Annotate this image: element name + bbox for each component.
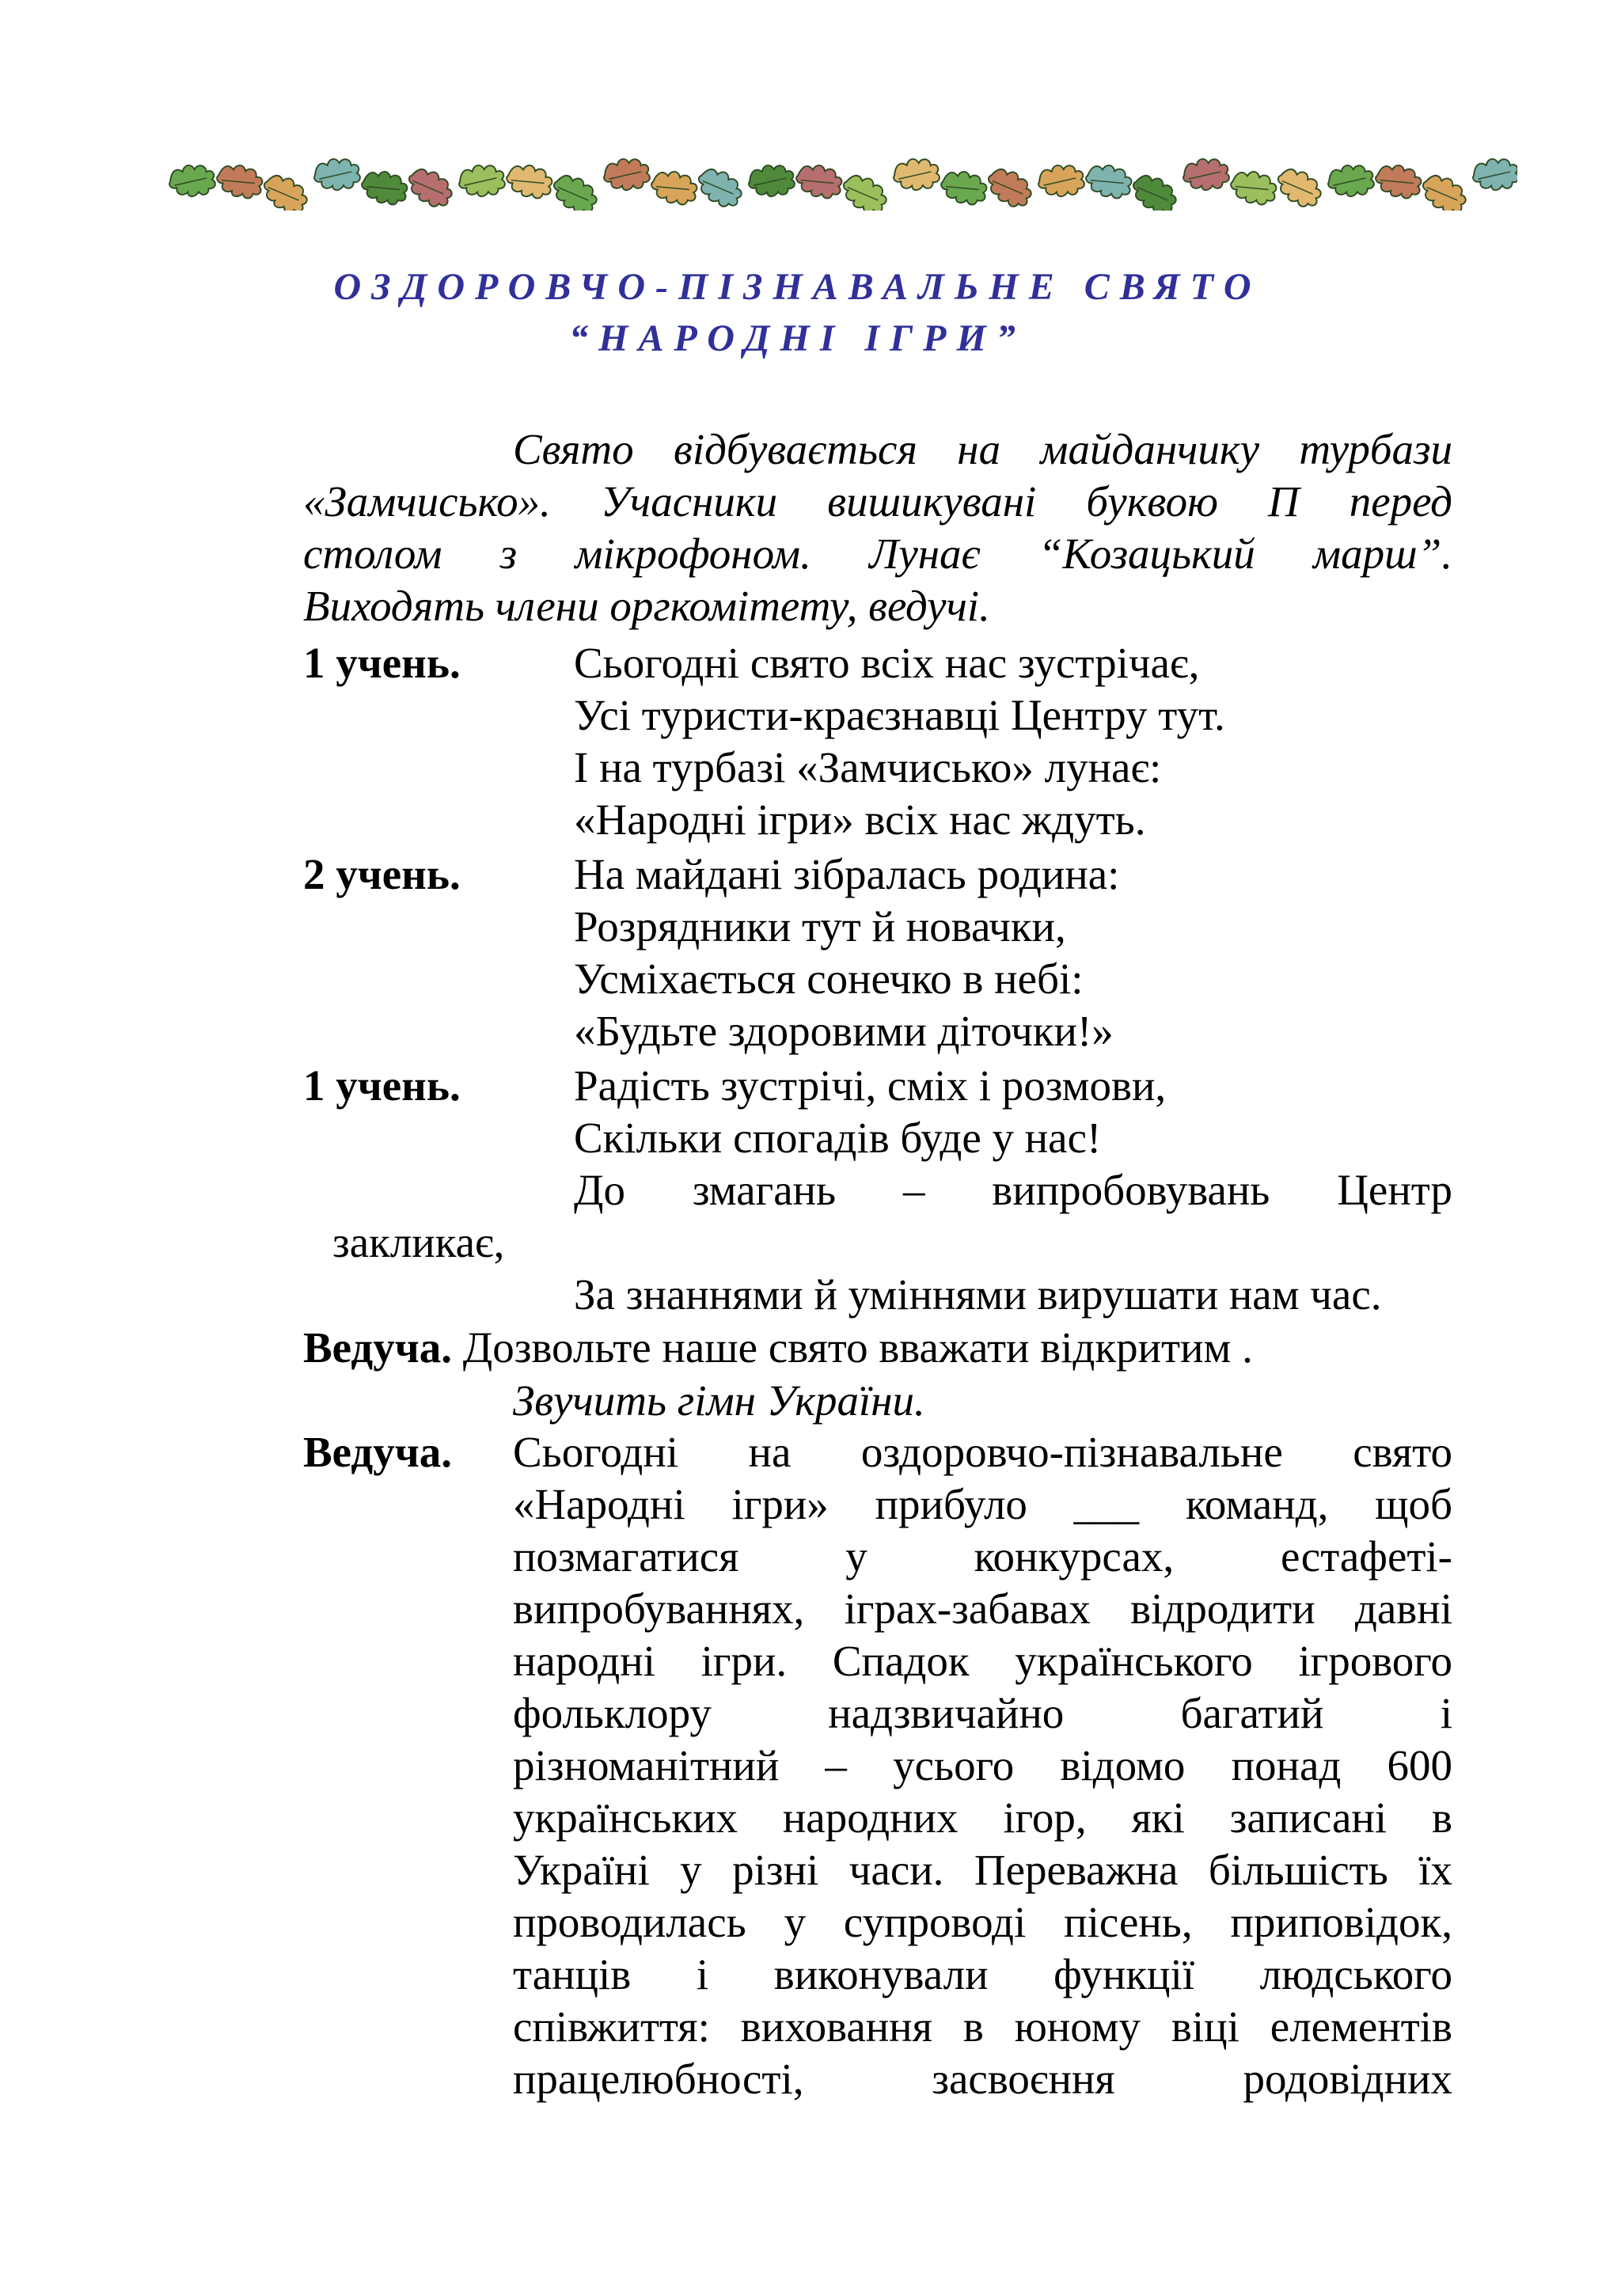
- document-title-line1: ОЗДОРОВЧО-ПІЗНАВАЛЬНЕ СВЯТО: [333, 266, 1262, 308]
- host-speech-line: народні ігри. Спадок українського ігрового: [513, 1637, 1452, 1685]
- verse-line: Скільки спогадів буде у нас!: [574, 1114, 1102, 1162]
- speaker-label: 1 учень.: [303, 639, 461, 687]
- verse-line: І на турбазі «Замчисько» лунає:: [574, 743, 1162, 791]
- intro-line: Виходять члени оргкомітету, ведучі.: [303, 582, 990, 630]
- host-speech-line: проводилась у супроводі пісень, приповідок,: [513, 1898, 1452, 1946]
- stage-direction-anthem: Звучить гімн України.: [513, 1376, 925, 1425]
- document-title-line2: “НАРОДНІ ІГРИ”: [569, 317, 1026, 359]
- intro-line: «Замчисько». Учасники вишикувані буквою П перед: [303, 477, 1452, 526]
- verse-line: Усі туристи-краєзнавці Центру тут.: [574, 691, 1225, 739]
- verse-line: «Народні ігри» всіх нас ждуть.: [574, 795, 1146, 844]
- host-speech-line: «Народні ігри» прибуло ___ команд, щоб: [513, 1480, 1452, 1528]
- host-speech-line: фольклору надзвичайно багатий і: [513, 1689, 1452, 1737]
- host-opening-text: Дозвольте наше свято вважати відкритим .: [462, 1323, 1253, 1372]
- speaker-label: Ведуча.: [303, 1323, 452, 1372]
- verse-line: «Будьте здоровими діточки!»: [574, 1007, 1114, 1055]
- speaker-label: Ведуча.: [303, 1428, 452, 1476]
- host-opening-line: [303, 1322, 1253, 1374]
- intro-line: столом з мікрофоном. Лунає “Козацький марш”.: [303, 529, 1452, 578]
- verse-line: Усміхається сонечко в небі:: [574, 954, 1084, 1003]
- intro-line: Свято відбувається на майданчику турбази: [513, 425, 1452, 473]
- host-speech-line: Сьогодні на оздоровчо-пізнавальне свято: [513, 1428, 1452, 1476]
- verse-line: Сьогодні свято всіх нас зустрічає,: [574, 639, 1200, 687]
- verse-line: Радість зустрічі, сміх і розмови,: [574, 1061, 1167, 1110]
- host-speech-line: позмагатися у конкурсах, естафеті-: [513, 1532, 1452, 1581]
- speaker-label: 2 учень.: [303, 850, 461, 898]
- host-speech-line: співжиття: виховання в юному віці елементів: [513, 2002, 1452, 2051]
- host-speech-line: Україні у різні часи. Переважна більшість їх: [513, 1846, 1452, 1894]
- verse-line: За знаннями й уміннями вирушати нам час.: [574, 1270, 1382, 1319]
- host-speech-line: випробуваннях, іграх-забавах відродити давні: [513, 1584, 1452, 1633]
- host-speech-line: українських народних ігор, які записані в: [513, 1793, 1452, 1842]
- verse-line: Розрядники тут й новачки,: [574, 902, 1066, 951]
- leaf-garland-ornament: [162, 155, 1517, 211]
- host-speech-line: танців і виконували функції людського: [513, 1950, 1452, 1998]
- host-speech-line: працелюбності, засвоєння родовідних: [513, 2055, 1452, 2103]
- speaker-label: 1 учень.: [303, 1061, 461, 1110]
- verse-line: На майдані зібралась родина:: [574, 850, 1120, 898]
- verse-line: закликає,: [332, 1218, 505, 1266]
- verse-line: До змагань – випробовувань Центр: [574, 1166, 1452, 1214]
- host-speech-line: різноманітний – усього відомо понад 600: [513, 1741, 1452, 1789]
